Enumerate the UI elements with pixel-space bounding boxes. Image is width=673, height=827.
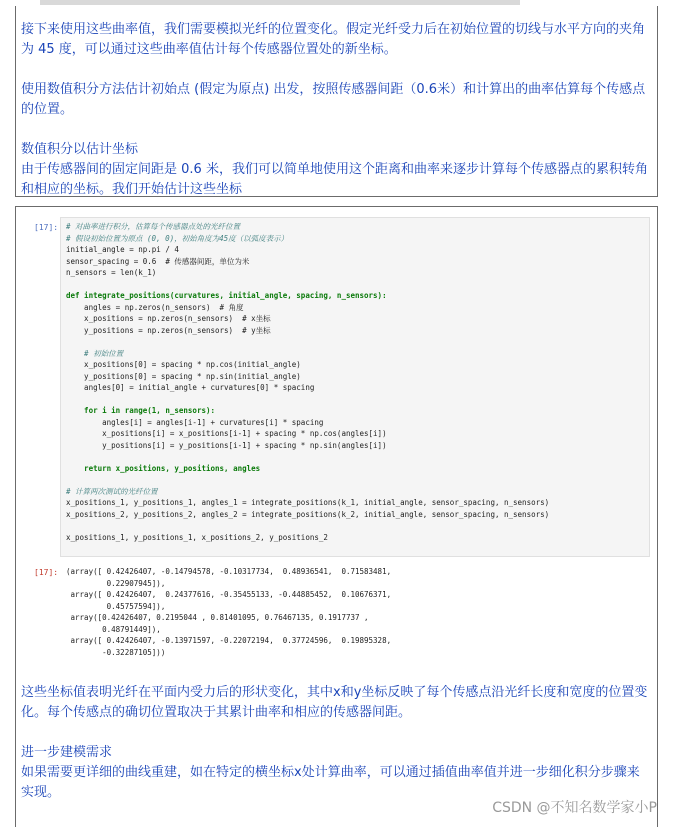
output-prompt: [17]: — [34, 568, 59, 577]
code-line: x_positions_2, y_positions_2, angles_2 = integrate_positions(k_2, initial_angle, sensor_spacing, n_sensors) — [66, 509, 550, 519]
code-line: x_positions = np.zeros(n_sensors) # x坐标 — [66, 314, 271, 323]
code-line: return x_positions, y_positions, angles — [66, 463, 261, 473]
code-line: x_positions[i] = x_positions[i-1] + spacing * np.cos(angles[i]) — [66, 429, 387, 438]
markdown-paragraph: 由于传感器间的固定间距是 0.6 米，我们可以简单地使用这个距离和曲率来逐步计算每个传感器点的累积转角和相应的坐标。我们开始估计这些坐标 — [21, 162, 648, 197]
markdown-paragraph: 使用数值积分方法估计初始点 (假定为原点) 出发，按照传感器间距（0.6米）和计算出的曲率估算每个传感点的位置。 — [21, 82, 646, 117]
code-line: # 初始位置 — [66, 348, 124, 358]
output-line: 0.48791449]), — [66, 624, 161, 634]
output-line: array([ 0.42426407, -0.13971597, -0.22072194, 0.37724596, 0.19895328, — [66, 636, 392, 645]
code-line: # 对曲率进行积分，估算每个传感器点处的光纤位置 — [66, 222, 241, 231]
code-line: def integrate_positions(curvatures, initial_angle, spacing, n_sensors): — [66, 291, 387, 300]
code-line: x_positions_1, y_positions_1, angles_1 = integrate_positions(k_1, initial_angle, sensor_spacing, n_sensors) — [66, 498, 550, 507]
code-line: x_positions[0] = spacing * np.cos(initial_angle) — [66, 360, 301, 369]
markdown-heading: 数值积分以估计坐标 — [21, 142, 139, 157]
markdown-paragraph: 这些坐标值表明光纤在平面内受力后的形状变化，其中x和y坐标反映了每个传感点沿光纤长度和宽度的位置变化。每个传感点的确切位置取决于其累计曲率和相应的传感器间距。 — [21, 685, 648, 720]
code-line: angles = np.zeros(n_sensors) # 角度 — [66, 302, 244, 312]
code-line: # 假设初始位置为原点 (0, 0)，初始角度为45度（以弧度表示） — [66, 233, 289, 243]
output-line: 0.45757594]), — [66, 601, 166, 611]
output-line: array([0.42426407, 0.2195044 , 0.81401095, 0.76467135, 0.1917737 , — [66, 613, 369, 622]
code-line: angles[0] = initial_angle + curvatures[0] * spacing — [66, 383, 315, 392]
previous-cell-edge — [40, 0, 520, 5]
code-line: sensor_spacing = 0.6 # 传感器间距，单位为米 — [66, 256, 250, 266]
code-line: y_positions[0] = spacing * np.sin(initial_angle) — [66, 371, 301, 381]
output-line: (array([ 0.42426407, -0.14794578, -0.10317734, 0.48936541, 0.71583481, — [66, 567, 392, 576]
markdown-bottom-content — [21, 683, 651, 803]
markdown-paragraph: 接下来使用这些曲率值，我们需要模拟光纤的位置变化。假定光纤受力后在初始位置的切线与水平方向的夹角为 45 度，可以通过这些曲率值估计每个传感器位置处的新坐标。 — [21, 22, 646, 57]
code-line: # 计算两次测试的光纤位置 — [66, 486, 158, 496]
code-line: n_sensors = len(k_1) — [66, 268, 157, 277]
markdown-top-content — [21, 20, 651, 200]
output-line: 0.22907945]), — [66, 578, 166, 588]
markdown-heading: 进一步建模需求 — [21, 745, 113, 760]
markdown-paragraph: 如果需要更详细的曲线重建，如在特定的横坐标x处计算曲率，可以通过插值曲率值并进一步细化积分步骤来实现。 — [21, 765, 640, 800]
output-line: array([ 0.42426407, 0.24377616, -0.35455133, -0.44885452, 0.10676371, — [66, 590, 392, 599]
code-line: y_positions = np.zeros(n_sensors) # y坐标 — [66, 325, 271, 335]
output-line: -0.32287105])) — [66, 647, 166, 657]
code-line: x_positions_1, y_positions_1, x_positions_2, y_positions_2 — [66, 532, 328, 542]
code-line: for i in range(1, n_sensors): — [66, 406, 216, 415]
code-line: angles[i] = angles[i-1] + curvatures[i] * spacing — [66, 417, 324, 427]
code-line: initial_angle = np.pi / 4 — [66, 245, 179, 254]
watermark: CSDN @不知名数学家小P — [492, 800, 657, 816]
input-prompt: [17]: — [34, 223, 59, 232]
code-line: y_positions[i] = y_positions[i-1] + spacing * np.sin(angles[i]) — [66, 440, 387, 450]
